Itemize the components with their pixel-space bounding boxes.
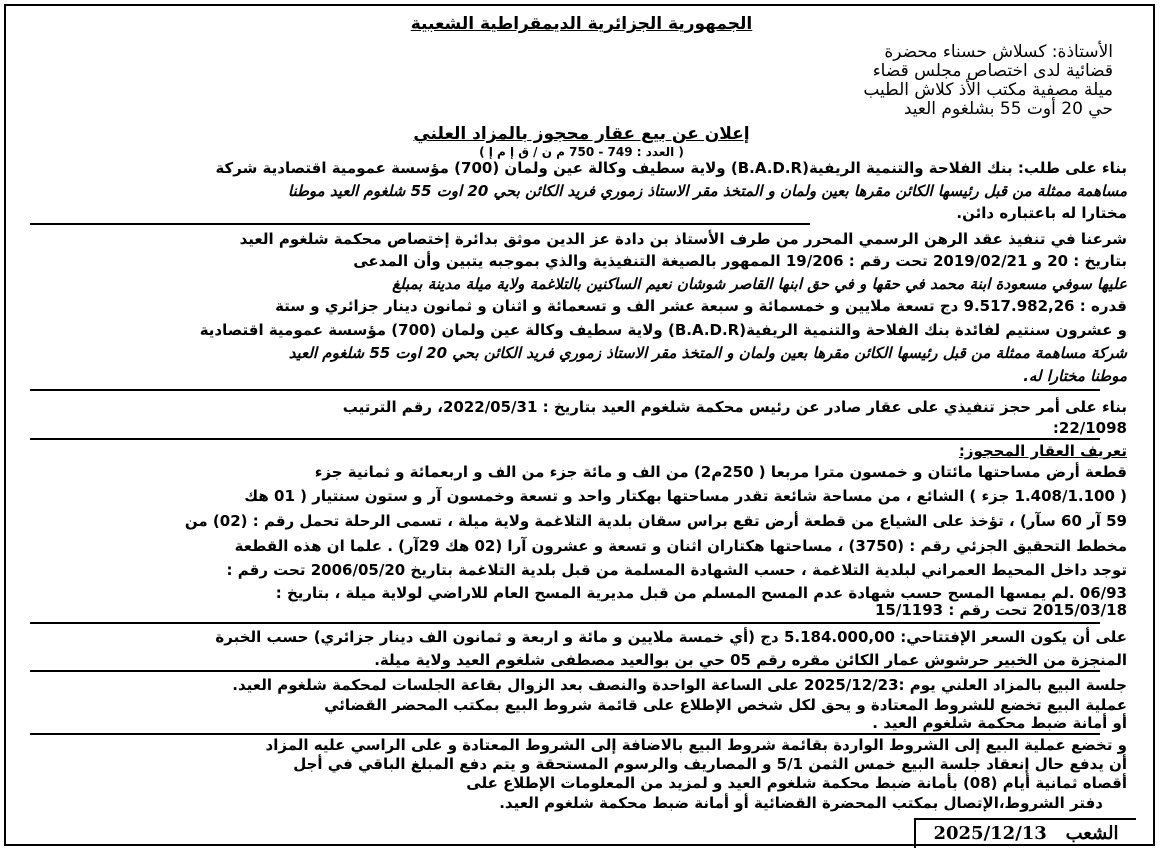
p2-line: قدره : 9.517.982,26 دج تسعة ملايين و خمسمائة و سبعة عشر الف و تسعمائة و اثنان و ثمانون دينار جزائري و ستة (275, 297, 1127, 315)
p2-line: و عشرون سنتيم لفائدة بنك الفلاحة والتنمية الريفية(B.A.D.R) ولاية سطيف وكالة عين ولمان (700) مؤسسة عمومية اقتصادية (199, 321, 1127, 339)
p3-line: 22/1098: (1052, 419, 1127, 437)
lawyer-address: حي 20 أوت 55 بشلغوم العيد (903, 99, 1113, 119)
p6-line: جلسة البيع بالمزاد العلني يوم :2025/12/23 على الساعة الواحدة والنصف بعد الزوال بقاعة الجلسات لمحكمة شلغوم العيد. (232, 676, 1127, 694)
p7-line: أن يدفع حال إنعقاد جلسة البيع خمس الثمن 5/1 و المصاريف والرسوم المستحقة و يتم دفع المبلغ الباقي في أجل (293, 755, 1127, 773)
p4-line: 59 آر 60 سآر) ، تؤخذ على الشياع من قطعة أرض تقع براس سقان بلدية التلاغمة ولاية ميلة ، تسمى الرحلة تحمل رقم : (02) من (184, 512, 1127, 530)
newspaper-date-box (914, 818, 1136, 848)
p4-line: توجد داخل المحيط العمراني لبلدية التلاغمة ، حسب الشهادة المسلمة من قبل بلدية التلاغمة بتاريخ 2006/05/20 تحت رقم : (226, 561, 1127, 579)
lawyer-office: ميلة مصفية مكتب الأذ كلاش الطيب (863, 80, 1113, 100)
p4-line: 06/93 .لم يمسها المسح حسب شهادة عدم المسح المسلم من قبل مديرية المسح العام للاراضي لولاية ميلة ، بتاريخ : (275, 584, 1127, 602)
divider (30, 223, 810, 225)
p4-line: قطعة أرض مساحتها مائتان و خمسون مترا مربعا ( 250م2) من الف و مائة جزء من الف و اربعمائة و ثمانية جزء (314, 463, 1127, 481)
p4-line: ( 1.408/1.100 جزء ) الشائع ، من مساحة شائعة تقدر مساحتها بهكتار واحد و تسعة وخمسون آر و ستون سنتيار ( 01 هك (244, 487, 1127, 505)
divider (30, 438, 1100, 440)
lawyer-jurisdiction: قضائية لدى اختصاص مجلس قضاء (872, 61, 1113, 81)
divider (30, 670, 1100, 672)
lawyer-name: الأستاذة: كسلاش حسناء محضرة (884, 42, 1113, 62)
divider (30, 389, 1100, 391)
p1-line: مختارا له باعتباره دائن. (956, 204, 1127, 222)
divider (30, 622, 1100, 624)
p7-line: و تخضع عملية البيع إلى الشروط الواردة بقائمة شروط البيع بالاضافة إلى الشروط المعتادة و على الراسي عليه المزاد (265, 736, 1127, 754)
p6-line: عملية البيع تخضع للشروط المعتادة و يحق لكل شخص الإطلاع على قائمة شروط البيع بمكتب المحضر القضائي (324, 696, 1127, 714)
p5-line: على أن يكون السعر الإفتتاحي: 5.184.000,00 دج (أي خمسة ملايين و مائة و اربعة و ثمانون الف دينار جزائري) حسب الخبرة (215, 628, 1127, 646)
republic-heading: الجمهورية الجزائرية الديمقراطية الشعبية (410, 14, 753, 34)
p6-line: أو أمانة ضبط محكمة شلغوم العيد . (872, 714, 1127, 732)
property-heading: تعريف العقار المحجوز: (958, 442, 1127, 460)
p1-line: مساهمة ممثلة من قبل رئيسها الكائن مقرها بعين ولمان و المتخذ مقر الاستاذ زموري فريد الكائن بحي 20 اوت 55 شلغوم العيد موطنا (287, 182, 1127, 200)
p2-line: عليها سوفي مسعودة ابنة محمد في حقها و في حق ابنها القاصر شوشان نعيم الساكنين بالتلاغمة ولاية ميلة مدينة بمبلغ (392, 275, 1127, 293)
p7-line: أقصاه ثمانية أيام (08) بأمانة ضبط محكمة شلغوم العيد و لمزيد من المعلومات الإطلاع على (466, 774, 1127, 792)
newspaper-name: الشعب (1065, 823, 1119, 844)
p2-line: شركة مساهمة ممثلة من قبل رئيسها الكائن مقرها بعين ولمان و المتخذ مقر الاستاذ زموري فريد الكائن بحي 20 اوت 55 شلغوم العيد (288, 344, 1127, 362)
announcement-reference: ( العدد : 749 - 750 م ن / ق إ م إ ) (479, 145, 684, 159)
p5-line: المنجزة من الخبير حرشوش عمار الكائن مقره رقم 05 حي بن بوالعيد مصطفى شلغوم العيد ولاية ميلة. (374, 651, 1127, 669)
p2-line: موطنا مختارا له. (1023, 367, 1127, 385)
p3-line: بناء على أمر حجز تنفيذي على عقار صادر عن رئيس محكمة شلغوم العيد بتاريخ : 2022/05/31، رقم الترتيب (342, 398, 1127, 416)
publication-date: 2025/12/13 (933, 823, 1047, 844)
p2-line: بتاريخ : 20 و 2019/02/21 تحت رقم : 19/206 الممهور بالصيغة التنفيذية والذي بموجبه يتبين وأن المدعى (353, 252, 1127, 270)
p4-line: مخطط التحقيق الجزئي رقم : (3750) ، مساحتها هكتاران اثنان و تسعة و عشرون آرا (02 هك 29آر) . علما ان هذه القطعة (234, 537, 1127, 555)
p4-line: 2015/03/18 تحت رقم : 15/1193 (875, 601, 1127, 619)
p7-line: دفتر الشروط،الإتصال بمكتب المحضرة القضائية أو أمانة ضبط محكمة شلغوم العيد. (499, 794, 1103, 812)
p2-line: شرعنا في تنفيذ عقد الرهن الرسمي المحرر من طرف الأستاذ بن دادة عز الدين موثق بدائرة إختصاص محكمة شلغوم العيد (239, 230, 1127, 248)
announcement-title: إعلان عن بيع عقار محجوز بالمزاد العلني (413, 124, 750, 144)
p1-line: بناء على طلب: بنك الفلاحة والتنمية الريفية(B.A.D.R) ولاية سطيف وكالة عين ولمان (700) مؤسسة عمومية اقتصادية شركة (215, 159, 1127, 177)
